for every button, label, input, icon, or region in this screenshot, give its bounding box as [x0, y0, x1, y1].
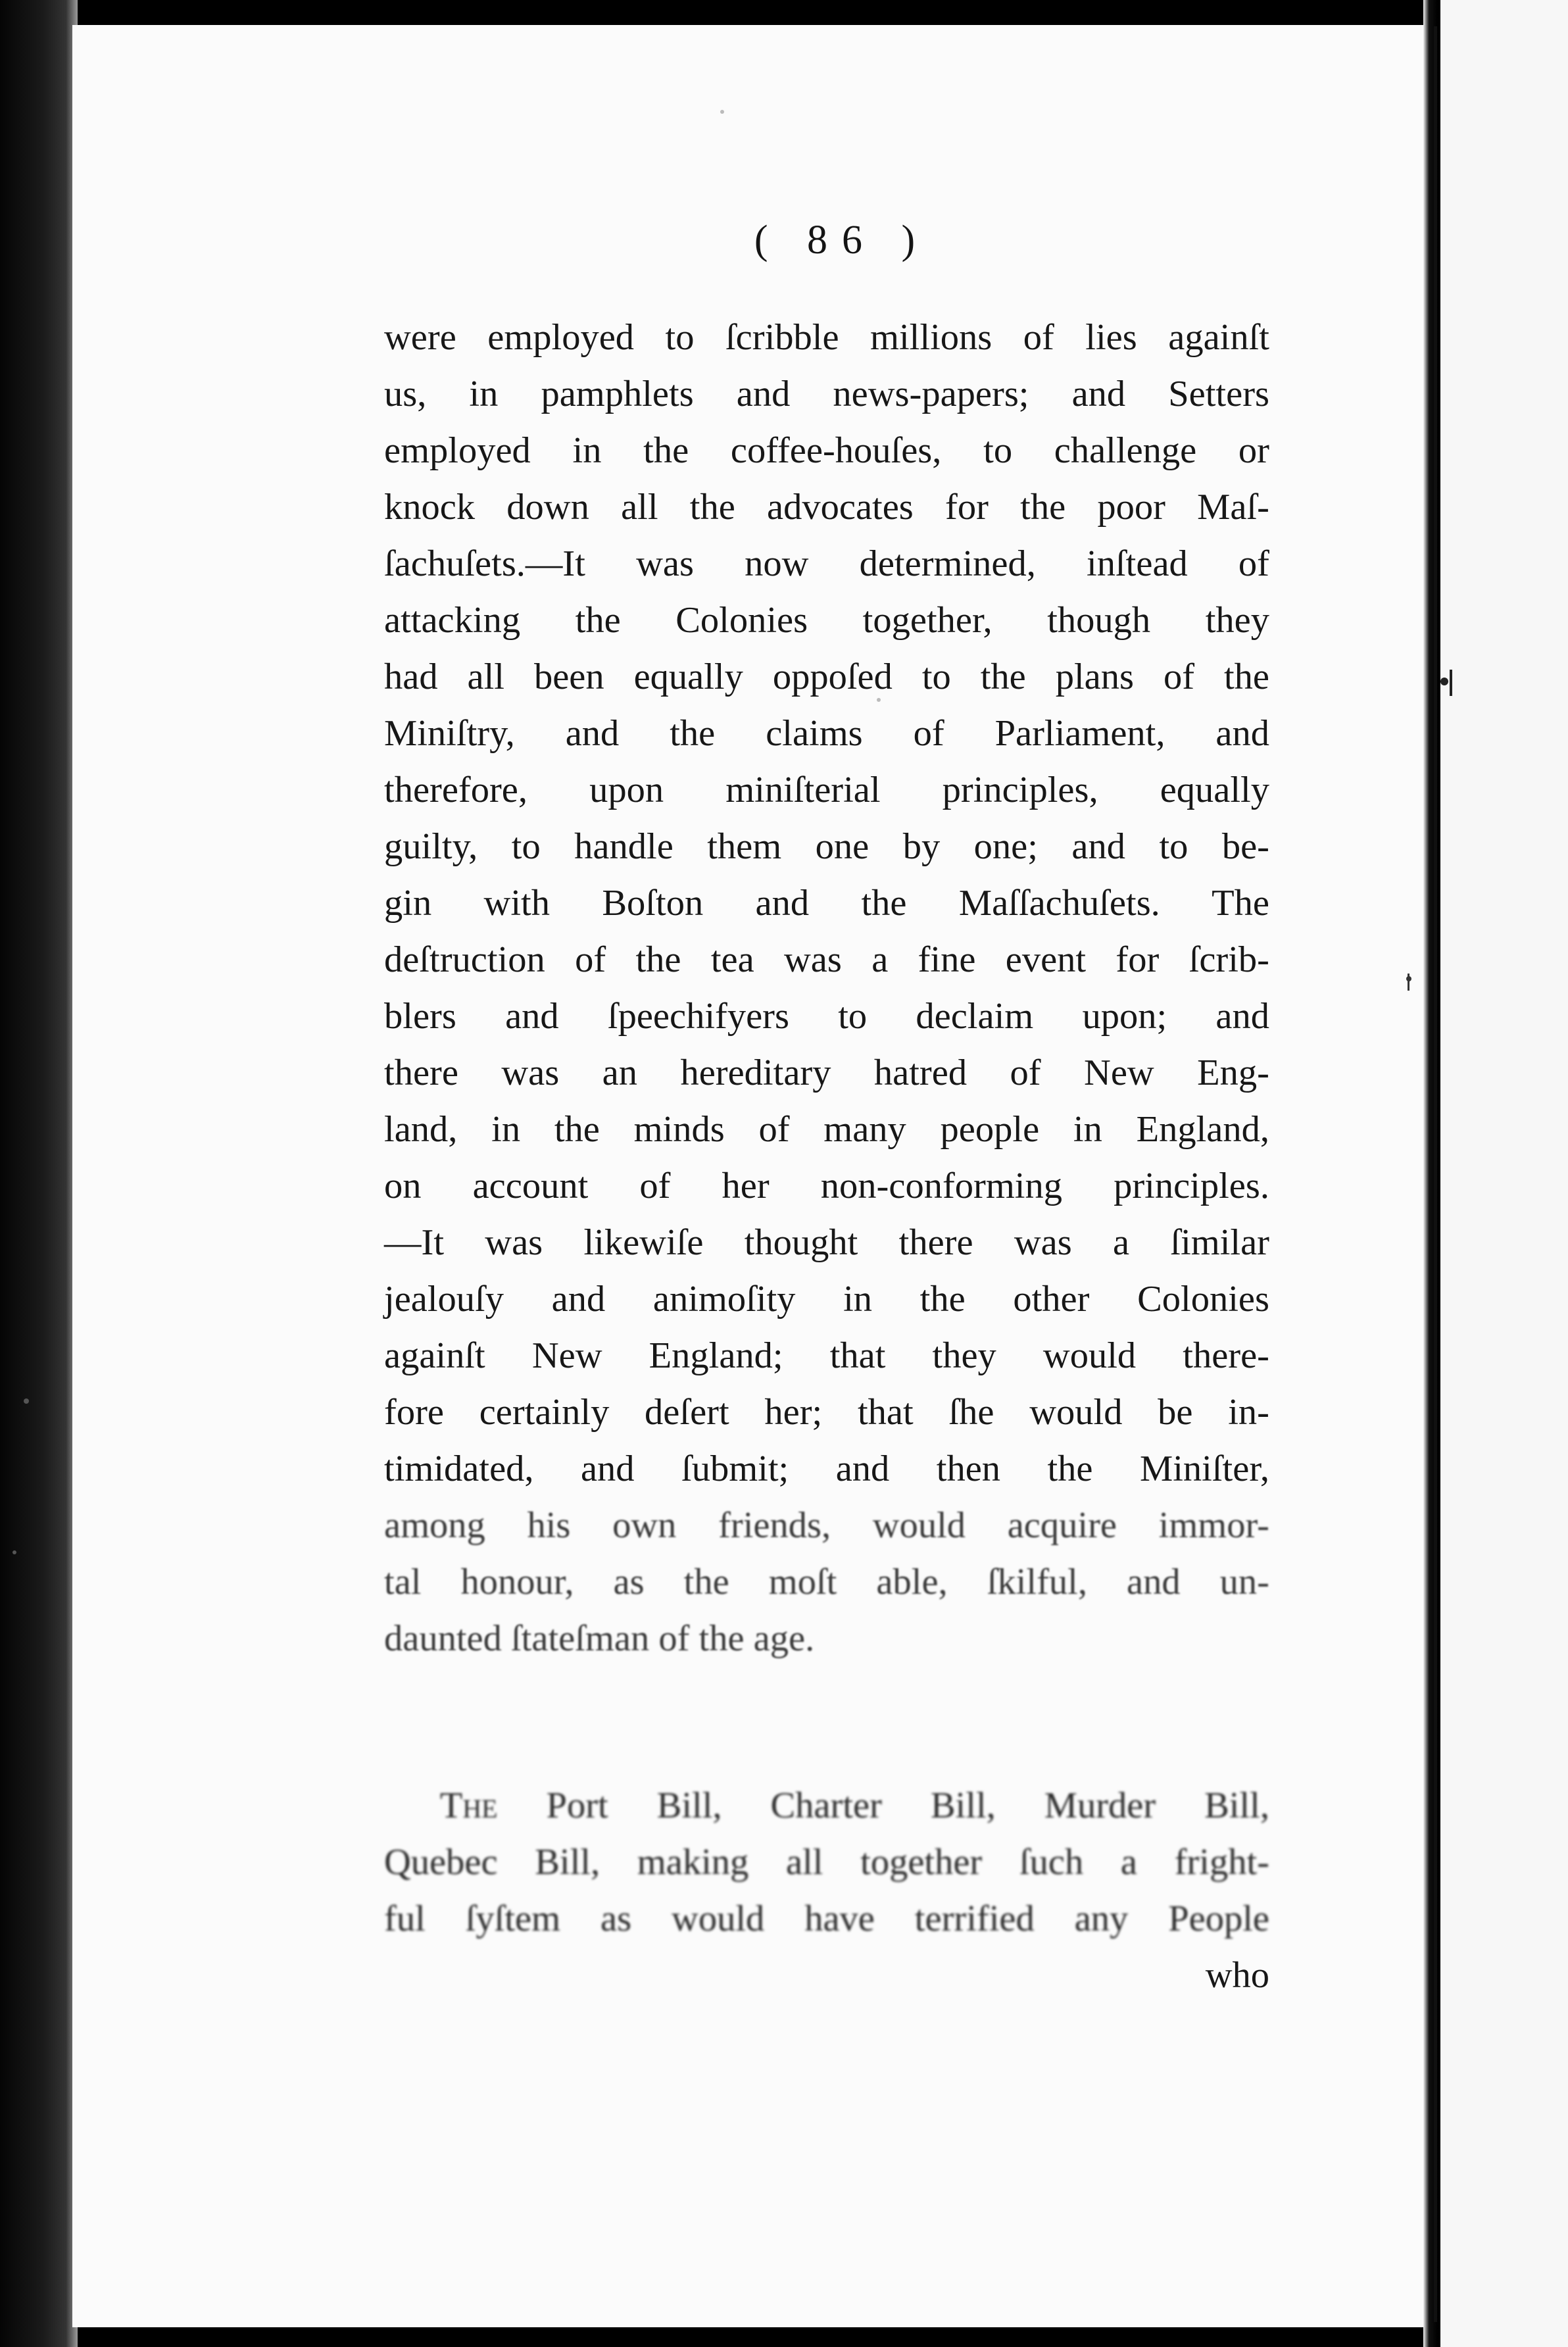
text-line: attacking the Colonies together, though they [384, 600, 1269, 641]
text-line: —It was likewiſe thought there was a ſimilar [384, 1222, 1269, 1263]
text-line: ful ſyſtem as would have terrified any People [384, 1898, 1269, 1939]
text-line: land, in the minds of many people in England, [384, 1109, 1269, 1150]
text-line: were employed to ſcribble millions of lies againſt [384, 317, 1269, 358]
text-line: among his own friends, would acquire immor- [384, 1505, 1269, 1546]
text-line: daunted ſtateſman of the age. [384, 1618, 815, 1659]
text-line: blers and ſpeechifyers to declaim upon; and [384, 996, 1269, 1037]
paragraph-2-first-line [384, 1777, 1269, 1834]
paragraph-lead-word: The [439, 1785, 498, 1826]
catchword: who [1205, 1955, 1269, 1996]
text-line: deſtruction of the tea was a fine event for ſcrib- [384, 939, 1269, 980]
text-line-rest: Port Bill, Charter Bill, Murder Bill, [497, 1785, 1269, 1826]
text-line: therefore, upon miniſterial principles, equally [384, 770, 1269, 810]
text-line: guilty, to handle them one by one; and to be- [384, 826, 1269, 867]
paragraph-gap [384, 1667, 1269, 1777]
text-line: gin with Boſton and the Maſſachuſets. The [384, 883, 1269, 924]
text-line: Miniſtry, and the claims of Parliament, and [384, 713, 1269, 754]
text-line: knock down all the advocates for the poor Maſ- [384, 487, 1269, 528]
text-line: employed in the coffee-houſes, to challenge or [384, 430, 1269, 471]
text-line: Quebec Bill, making all together ſuch a fright- [384, 1842, 1269, 1883]
text-line: us, in pamphlets and news-papers; and Setters [384, 374, 1269, 414]
text-line: jealouſy and animoſity in the other Colonies [384, 1279, 1269, 1320]
text-line: timidated, and ſubmit; and then the Miniſter, [384, 1448, 1269, 1489]
text-line: on account of her non-conforming principles. [384, 1166, 1269, 1206]
text-line: there was an hereditary hatred of New Eng- [384, 1052, 1269, 1093]
text-line: ſachuſets.—It was now determined, inſtead of [384, 543, 1269, 584]
text-line: againſt New England; that they would there- [384, 1335, 1269, 1376]
text-line: tal honour, as the moſt able, ſkilful, and un- [384, 1562, 1269, 1602]
text-line: had all been equally oppoſed to the plans of the [384, 656, 1269, 697]
running-head: ( 86 ) [754, 218, 930, 262]
body-text [384, 309, 1269, 2004]
text-line: fore certainly deſert her; that ſhe would be in- [384, 1392, 1269, 1433]
